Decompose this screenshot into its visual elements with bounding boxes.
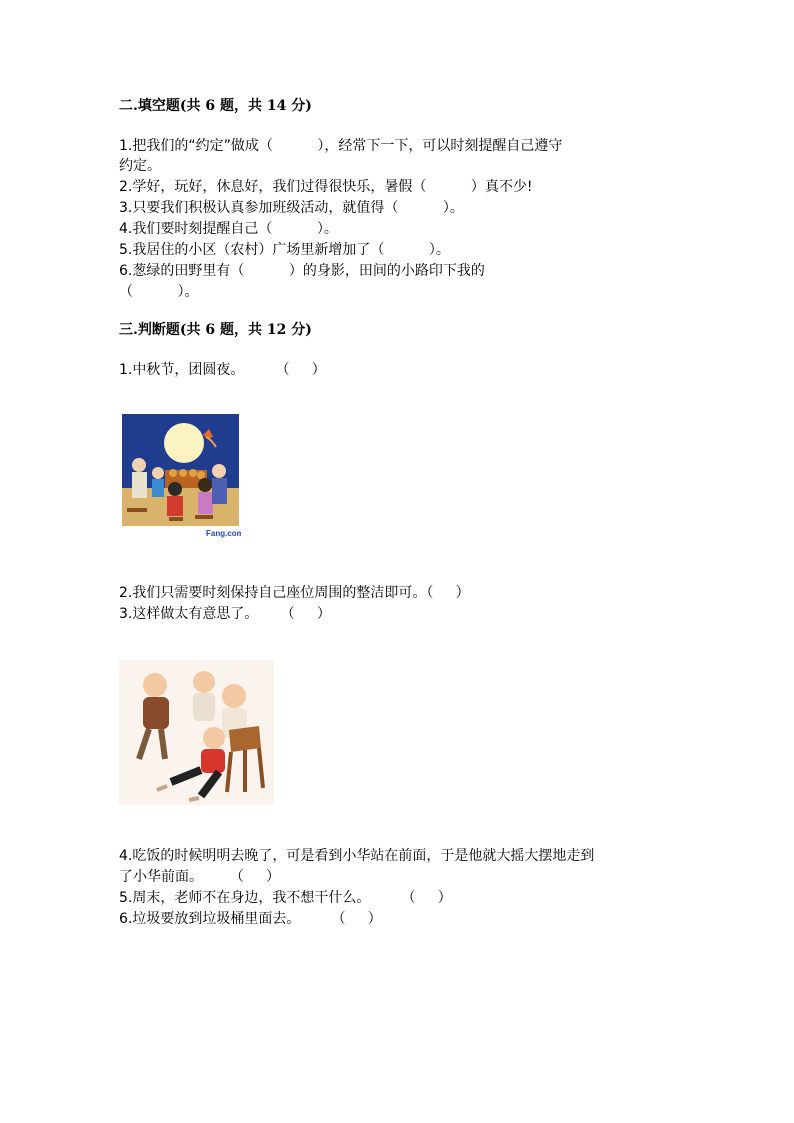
falling-boy-icon [203, 727, 225, 749]
section-3-heading: 三.判断题(共 6 题，共 12 分) [119, 322, 312, 338]
grandpa-icon [132, 458, 146, 472]
child-red-icon [167, 496, 183, 516]
fill-question-2: 2.学好，玩好，休息好，我们过得很快乐，暑假（ ）真不少! [119, 179, 533, 195]
watermark-text: Fang.com [206, 529, 241, 538]
fill-question-4: 4.我们要时刻提醒自己（ ）。 [119, 221, 338, 237]
fill-question-1-line-1: 1.把我们的“约定”做成（ ），经常下一下，可以时刻提醒自己遵守 [119, 138, 563, 154]
laughing-boy-middle-icon [193, 671, 215, 693]
section-2-heading: 二.填空题(共 6 题，共 14 分) [119, 98, 312, 114]
judge-question-5: 5.周末，老师不在身边，我不想干什么。 （ ） [119, 890, 452, 906]
boy-pulling-chair-icon [222, 684, 246, 708]
judge-question-4-line-2: 了小华前面。 （ ） [119, 869, 280, 885]
judge-question-4-line-1: 4.吃饭的时候明明去晚了，可是看到小华站在前面，于是他就大摇大摆地走到 [119, 848, 595, 864]
fill-question-5: 5.我居住的小区（农村）广场里新增加了（ ）。 [119, 242, 450, 258]
chair-prank-illustration [119, 660, 274, 805]
chair-prank-image [119, 660, 274, 805]
mid-autumn-illustration [121, 413, 241, 540]
judge-question-3: 3.这样做太有意思了。 （ ） [119, 606, 331, 622]
fill-question-3: 3.只要我们积极认真参加班级活动，就值得（ ）。 [119, 200, 464, 216]
father-icon [212, 478, 227, 504]
mid-autumn-family-image [121, 413, 241, 540]
fill-question-6-line-1: 6.葱绿的田野里有（ ）的身影，田间的小路印下我的 [119, 263, 485, 279]
laughing-boy-left-icon [143, 673, 167, 697]
judge-question-1: 1.中秋节，团圆夜。 （ ） [119, 362, 326, 378]
fill-question-6-line-2: （ ）。 [119, 284, 199, 300]
chair-icon [229, 726, 261, 752]
judge-question-6: 6.垃圾要放到垃圾桶里面去。 （ ） [119, 911, 382, 927]
judge-question-2: 2.我们只需要时刻保持自己座位周围的整洁即可。（ ） [119, 585, 470, 601]
mother-icon [198, 492, 213, 514]
child-blue-icon [152, 479, 164, 497]
fill-question-1-line-2: 约定。 [119, 158, 161, 174]
moon-icon [164, 423, 204, 463]
